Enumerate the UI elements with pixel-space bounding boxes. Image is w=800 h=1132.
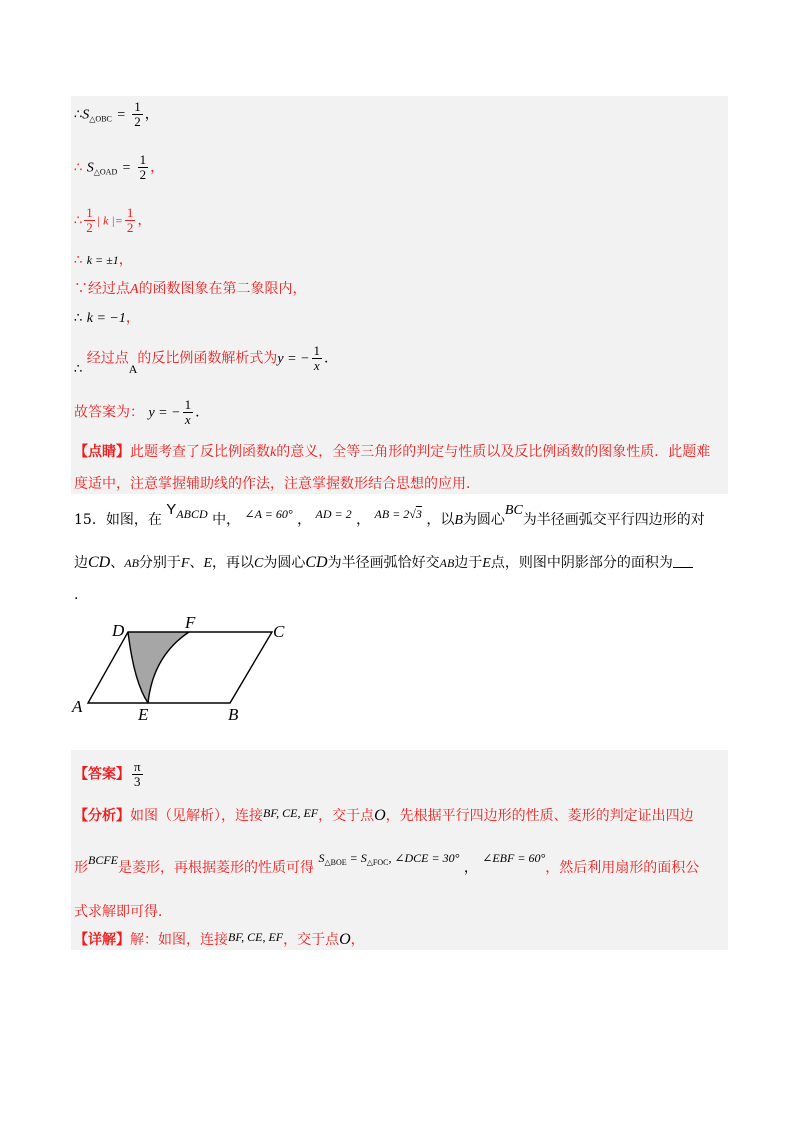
answer-line: 故答案为： y = − $\frac{1}{x}$ . xyxy=(74,397,200,427)
solution-line-2: ∴ $S_{\triangle OAD}$ = $\frac{1}{2}$ ， xyxy=(74,152,165,182)
answer-blank xyxy=(673,553,693,568)
comment-tag: 【点睛】 xyxy=(74,444,130,460)
problem-number: 15． xyxy=(74,512,106,528)
answer-row xyxy=(74,760,145,789)
answer-tag: 【答案】 xyxy=(74,766,130,783)
vertex-label-e: E xyxy=(138,705,149,724)
detail-tag: 【详解】 xyxy=(74,932,130,948)
analysis-tag: 【分析】 xyxy=(74,808,130,824)
solution-line-6: ∴ k = −1， xyxy=(74,310,140,326)
comment-line-2: 度适中，注意掌握辅助线的作法，注意掌握数形结合思想的应用． xyxy=(74,476,480,492)
analysis-line-1: 【分析】如图（见解析），连接BF, CE, EF，交于点O，先根据平行四边形的性质、菱形的判定证出四边 xyxy=(74,806,694,824)
fraction: $\frac{1}{x}$ xyxy=(313,343,321,373)
solution-line-5: ∵经过点A的函数图象在第二象限内， xyxy=(74,281,307,297)
solution-line-1: $\therefore S_{\triangle OBC}$ = $\frac{1}{2}$ ， xyxy=(74,99,159,129)
vertex-label-f: F xyxy=(185,613,196,632)
fraction: $\frac{1}{2}$ xyxy=(139,152,147,182)
problem-line-1: 15．如图，在 YABCD 中， ∠A = 60° ， AD = 2 ， AB = 2√3 ，以B为圆心BC为半径画弧交平行四边形的对 xyxy=(74,501,705,528)
detail-line-1: 【详解】解：如图，连接BF, CE, EF，交于点O， xyxy=(74,930,365,948)
analysis-line-2: 形BCFE是菱形，再根据菱形的性质可得 $S_{\triangle BOE} = S_{\triangle FOC}$, ∠DCE = 30° ， ∠EBF = 60°，然后利用扇形的面积公 xyxy=(74,851,700,876)
fraction: $\frac{1}{2}$ xyxy=(126,205,134,235)
vertex-label-d: D xyxy=(112,621,125,640)
problem-end-dot: . xyxy=(74,587,79,603)
fraction: $\frac{1}{2}$ xyxy=(86,205,93,235)
vertex-label-c: C xyxy=(273,622,285,641)
vertex-label-a: A xyxy=(72,697,83,716)
parallelogram-ABCD xyxy=(88,632,272,703)
parallelogram-figure xyxy=(60,612,310,724)
comment-line-1: 【点睛】此题考查了反比例函数k的意义，全等三角形的判定与性质以及反比例函数的图象性质．此题难 xyxy=(74,444,711,460)
solution-line-7: ∴ 经过点A的反比例函数解析式为y = − $\frac{1}{x}$ . xyxy=(74,343,329,377)
solution-line-4: ∴ k = ±1， xyxy=(74,252,133,268)
fraction: $\frac{1}{x}$ xyxy=(184,397,192,427)
solution-line-3: ∴ $\frac{1}{2}$ | k |= $\frac{1}{2}$ ， xyxy=(74,205,152,235)
vertex-label-b: B xyxy=(228,705,239,724)
problem-line-2: 边CD、AB分别于F、E，再以C为圆心CD为半径画弧恰好交AB边于E点，则图中阴影部分的面积为 xyxy=(74,553,693,574)
shaded-region xyxy=(128,632,189,703)
analysis-line-3: 式求解即可得． xyxy=(74,904,172,920)
fraction: $\frac{1}{2}$ xyxy=(134,99,141,129)
answer-fraction: $\frac{\pi}{3}$ xyxy=(134,759,141,789)
